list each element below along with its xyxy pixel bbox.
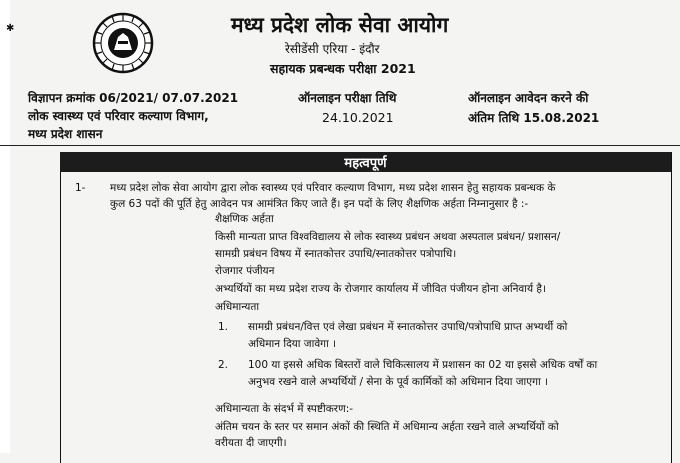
exam-date: 24.10.2021: [322, 110, 394, 125]
preference2-line1: 100 या इससे अधिक बिस्तरों वाले चिकित्सालय में प्रशासन का 02 या इससे अधिक वर्षों का: [248, 359, 598, 371]
commission-title: मध्य प्रदेश लोक सेवा आयोग: [231, 13, 449, 37]
important-heading-band: [60, 152, 671, 172]
education-heading: शैक्षणिक अर्हता: [215, 213, 274, 225]
commission-address: रेसीडेंसी एरिया - इंदौर: [285, 42, 380, 56]
department-line1: लोक स्वास्थ्य एवं परिवार कल्याण विभाग,: [28, 109, 209, 123]
intro-paragraph-line2: कुल 63 पदों की पूर्ति हेतु आवेदन पत्र आमंत्रित किए जाते हैं। इन पदों के लिए शैक्षणिक अर्हता निम्नानुसार है :-: [110, 198, 529, 210]
apply-label: ऑनलाइन आवेदन करने की: [468, 91, 589, 105]
department-line2: मध्य प्रदेश शासन: [28, 127, 103, 141]
advertisement-number: विज्ञापन क्रमांक 06/2021/ 07.07.2021: [28, 91, 239, 105]
employment-line: अभ्यर्थियों का मध्य प्रदेश राज्य के रोजगार कार्यालय में जीवित पंजीयन होना अनिवार्य है।: [215, 283, 546, 295]
item-number: 1-: [75, 182, 86, 194]
preference-heading: अधिमान्यता: [215, 301, 260, 313]
scan-edge: [0, 0, 10, 453]
clarification-heading: अधिमान्यता के संदर्भ में स्पष्टीकरण:-: [215, 403, 354, 415]
last-date: अंतिम तिथि 15.08.2021: [468, 111, 600, 125]
mppsc-seal-logo: [92, 12, 154, 74]
education-line1: किसी मान्यता प्राप्त विश्वविद्यालय से लोक स्वास्थ्य प्रबंधन अथवा अस्पताल प्रबंधन/ प्रशासन/: [215, 231, 561, 243]
header-divider: [0, 145, 680, 146]
preference1-line1: सामग्री प्रबंधन/वित्त एवं लेखा प्रबंधन में स्नातकोत्तर उपाधि/पत्रोपाधि प्राप्त अभ्यर्थी को: [248, 321, 568, 333]
bullet-mark: ✱: [6, 23, 15, 34]
intro-paragraph-line1: मध्य प्रदेश लोक सेवा आयोग द्वारा लोक स्वास्थ्य एवं परिवार कल्याण विभाग, मध्य प्रदेश शासन हेतु सहायक प्रबन्धक के: [110, 182, 556, 194]
important-heading: महत्वपूर्ण: [344, 156, 387, 171]
preference1-number: 1.: [218, 321, 229, 333]
exam-name: सहायक प्रबन्धक परीक्षा 2021: [270, 61, 416, 76]
preference2-line2: अनुभव रखने वाले अभ्यर्थियों / सेना के पूर्व कार्मिकों को अधिमान दिया जाएगा ।: [248, 376, 549, 388]
education-line2: सामग्री प्रबंधन विषय में स्नातकोत्तर उपाधि/स्नातकोत्तर पत्रोपाधि।: [215, 248, 457, 260]
employment-heading: रोजगार पंजीयन: [215, 265, 275, 277]
clarification-line1: अंतिम चयन के स्तर पर समान अंकों की स्थिति में अधिमान्य अर्हता रखने वाले अभ्यर्थियों को: [215, 421, 559, 433]
preference1-line2: अधिमान दिया जावेगा ।: [248, 338, 337, 350]
clarification-line2: वरीयता दी जाएगी।: [215, 437, 287, 449]
preference2-number: 2.: [218, 359, 229, 371]
exam-date-label: ऑनलाइन परीक्षा तिथि: [298, 91, 397, 105]
